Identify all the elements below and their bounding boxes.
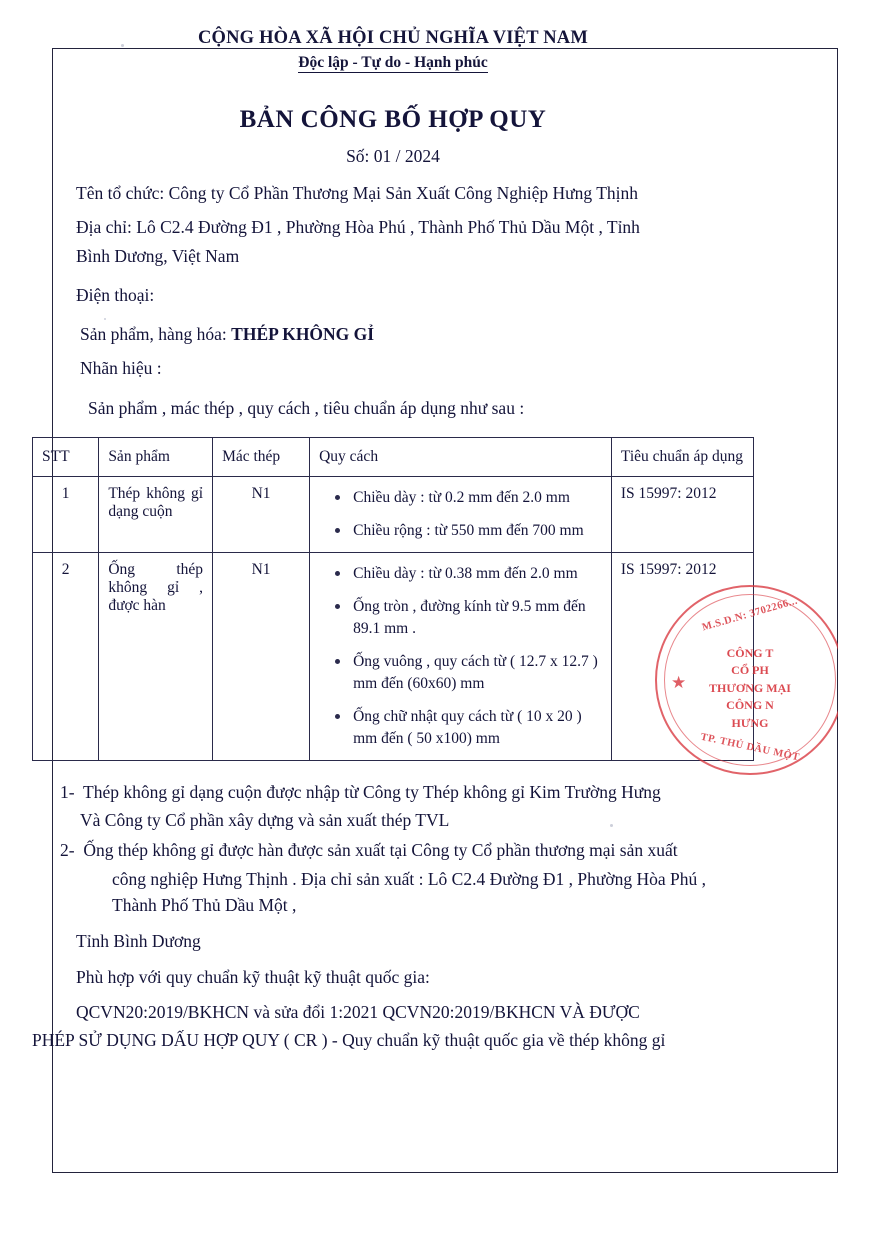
column-header-stt: STT <box>33 437 99 476</box>
note-continuation: công nghiệp Hưng Thịnh . Địa chỉ sản xuất : Lô C2.4 Đường Đ1 , Phường Hòa Phú , <box>112 868 706 889</box>
seal-top-text: M.S.D.N: 3702266... <box>700 595 800 634</box>
cell-grade: N1 <box>213 552 310 760</box>
note-item <box>28 837 758 863</box>
cell-standard: IS 15997: 2012 <box>611 476 753 552</box>
note-item <box>28 779 758 805</box>
conformity-line-1: QCVN20:2019/BKHCN và sửa đổi 1:2021 QCVN20:2019/BKHCN VÀ ĐƯỢC <box>76 1001 640 1022</box>
table-row <box>33 552 754 760</box>
table-header-row <box>33 437 754 476</box>
column-header-product: Sản phẩm <box>99 437 213 476</box>
closing-section <box>28 928 758 1053</box>
column-header-standard: Tiêu chuẩn áp dụng <box>611 437 753 476</box>
cell-grade: N1 <box>213 476 310 552</box>
scan-speck <box>104 318 106 320</box>
document-number: Số: 01 / 2024 <box>346 146 440 166</box>
organization-name: Tên tổ chức: Công ty Cổ Phần Thương Mại Sản Xuất Công Nghiệp Hưng Thịnh <box>76 183 639 203</box>
seal-star-icon: ★ <box>671 673 687 692</box>
seal-bottom-text: TP. THỦ DẦU MỘT <box>699 731 801 764</box>
document-title: BẢN CÔNG BỐ HỢP QUY <box>239 106 547 133</box>
specification-table <box>32 437 754 761</box>
brand-label: Nhãn hiệu : <box>80 358 162 379</box>
organization-phone: Điện thoại: <box>76 284 155 305</box>
note-marker: 1- <box>60 781 75 802</box>
product-label: Sản phẩm, hàng hóa: <box>80 324 232 344</box>
national-title: CỘNG HÒA XÃ HỘI CHỦ NGHĨA VIỆT NAM <box>197 28 589 48</box>
scan-speck <box>610 824 613 827</box>
spec-bullet: Ống chữ nhật quy cách từ ( 10 x 20 ) mm đến ( 50 x100) mm <box>341 706 602 750</box>
page-edge-mask <box>838 560 889 800</box>
organization-address-line1: Địa chỉ: Lô C2.4 Đường Đ1 , Phường Hòa Phú , Thành Phố Thủ Dầu Một , Tỉnh <box>76 217 640 238</box>
organization-address-line2: Bình Dương, Việt Nam <box>76 245 240 266</box>
note-text: Ống thép không gỉ được hàn được sản xuất tại Công ty Cổ phần thương mại sản xuất <box>83 840 678 861</box>
scan-speck <box>121 44 124 47</box>
column-header-spec: Quy cách <box>310 437 612 476</box>
spec-bullet: Ống tròn , đường kính từ 9.5 mm đến 89.1 mm . <box>341 596 602 640</box>
national-motto: Độc lập - Tự do - Hạnh phúc <box>298 54 488 71</box>
spec-bullet: Ống vuông , quy cách từ ( 12.7 x 12.7 ) mm đến (60x60) mm <box>341 651 602 695</box>
notes-section <box>28 779 758 918</box>
spec-intro: Sản phẩm , mác thép , quy cách , tiêu chuẩn áp dụng như sau : <box>88 397 525 418</box>
cell-standard: IS 15997: 2012 <box>611 552 753 760</box>
spec-bullet: Chiều dày : từ 0.38 mm đến 2.0 mm <box>341 563 602 585</box>
cell-spec <box>310 476 612 552</box>
cell-stt: 2 <box>33 552 99 760</box>
cell-product: Thép không gỉ dạng cuộn <box>99 476 213 552</box>
cell-spec <box>310 552 612 760</box>
product-line <box>28 321 758 347</box>
note-text: Thép không gỉ dạng cuộn được nhập từ Công ty Thép không gỉ Kim Trường Hưng <box>83 781 661 802</box>
spec-bullet: Chiều dày : từ 0.2 mm đến 2.0 mm <box>341 487 602 509</box>
note-marker: 2- <box>60 840 75 861</box>
conformity-line-2: PHÉP SỬ DỤNG DẤU HỢP QUY ( CR ) - Quy chuẩn kỹ thuật quốc gia về thép không gỉ <box>32 1029 666 1050</box>
conformity-label: Phù hợp với quy chuẩn kỹ thuật kỹ thuật quốc gia: <box>76 967 430 988</box>
note-continuation: Và Công ty Cổ phần xây dựng và sản xuất thép TVL <box>80 810 450 830</box>
province-line: Tỉnh Bình Dương <box>76 931 201 951</box>
cell-stt: 1 <box>33 476 99 552</box>
column-header-grade: Mác thép <box>213 437 310 476</box>
spec-bullet: Chiều rộng : từ 550 mm đến 700 mm <box>341 520 602 542</box>
note-continuation: Thành Phố Thủ Dầu Một , <box>112 894 297 915</box>
product-value: THÉP KHÔNG GỈ <box>231 324 375 344</box>
cell-product: Ống thép không gỉ , được hàn <box>99 552 213 760</box>
seal-center-text: CÔNG T CỔ PH THƯƠNG MẠI CÔNG N HƯNG <box>709 646 791 730</box>
table-row <box>33 476 754 552</box>
